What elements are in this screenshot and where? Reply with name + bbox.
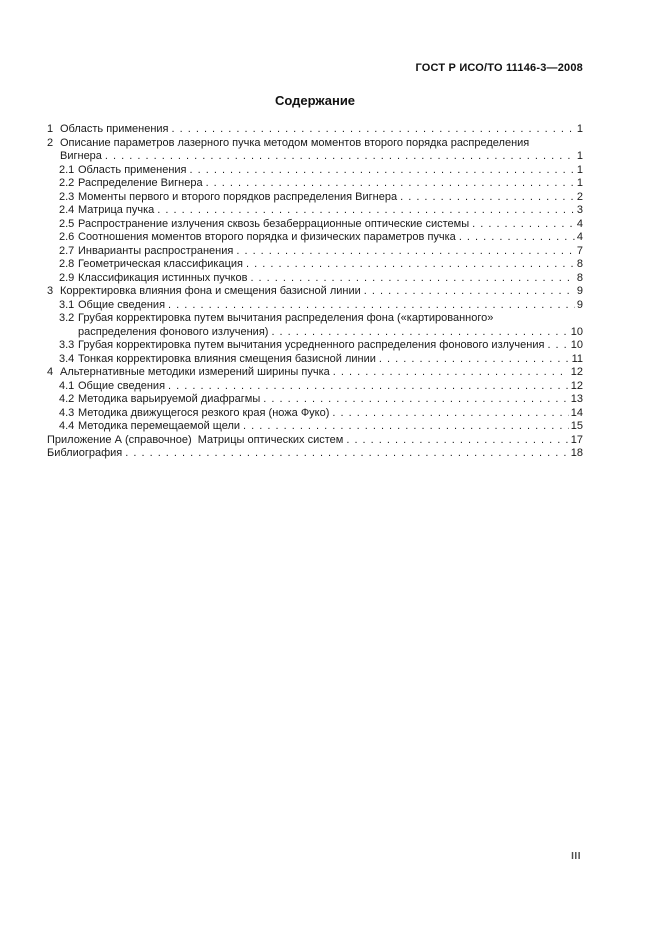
toc-entry-label: Область применения bbox=[60, 123, 169, 135]
toc-entry bbox=[47, 339, 583, 353]
toc-entry bbox=[47, 420, 583, 434]
toc-entry-number: 2.5 bbox=[59, 217, 75, 230]
toc-leader-dots bbox=[472, 218, 575, 232]
toc-page-number: 7 bbox=[576, 244, 583, 257]
toc-page-number: 10 bbox=[570, 339, 583, 351]
toc-entry-number: 2.1 bbox=[59, 163, 75, 176]
toc-entry bbox=[47, 137, 583, 151]
toc-page-number: 1 bbox=[576, 177, 583, 189]
toc-entry-label: Описание параметров лазерного пучка методом моментов второго порядка распределения bbox=[60, 136, 530, 149]
toc-page-number: 1 bbox=[576, 163, 583, 176]
toc-entry-label: Корректировка влияния фона и смещения базисной линии bbox=[60, 285, 361, 297]
toc-page-number: 4 bbox=[576, 231, 583, 243]
toc-leader-dots bbox=[547, 339, 568, 353]
toc-entry-label: Соотношения моментов второго порядка и физических параметров пучка bbox=[78, 231, 456, 243]
toc-entry bbox=[47, 258, 583, 272]
toc-entry-label: Распределение Вигнера bbox=[78, 177, 203, 189]
toc-entry-number: 2.7 bbox=[59, 244, 75, 257]
toc-entry-number: 3.1 bbox=[59, 298, 75, 311]
toc-entry bbox=[47, 312, 583, 326]
toc-page-number: 12 bbox=[570, 366, 583, 378]
toc-leader-dots bbox=[206, 177, 575, 191]
toc-entry-number: 2 bbox=[47, 136, 54, 149]
toc-entry-number: 3.3 bbox=[59, 339, 75, 351]
toc-page-number: 3 bbox=[576, 204, 583, 216]
toc-entry-number: 4.3 bbox=[59, 406, 75, 419]
toc-page-number: 4 bbox=[576, 217, 583, 230]
table-of-contents bbox=[47, 123, 583, 461]
document-designation: ГОСТ Р ИСО/ТО 11146-3—2008 bbox=[415, 62, 583, 74]
toc-entry-number: 2.6 bbox=[59, 231, 75, 243]
page-content bbox=[0, 0, 661, 461]
toc-entry-label: Инварианты распространения bbox=[78, 244, 234, 257]
toc-leader-dots bbox=[332, 407, 568, 421]
toc-entry-number: 4 bbox=[47, 366, 54, 378]
toc-entry-label: Тонкая корректировка влияния смещения базисной линии bbox=[78, 352, 376, 365]
toc-entry bbox=[47, 285, 583, 299]
toc-leader-dots bbox=[364, 285, 575, 299]
toc-entry bbox=[47, 407, 583, 421]
toc-entry-label: Распространение излучения сквозь безаберрационные оптические системы bbox=[78, 217, 470, 230]
toc-page-number: 15 bbox=[570, 420, 583, 432]
toc-entry bbox=[47, 434, 583, 448]
toc-entry bbox=[47, 353, 583, 367]
toc-leader-dots bbox=[190, 164, 575, 178]
toc-page-number: 9 bbox=[576, 298, 583, 311]
toc-entry-label: Общие сведения bbox=[78, 379, 166, 392]
toc-page-number: 9 bbox=[576, 285, 583, 297]
toc-entry bbox=[47, 366, 583, 380]
toc-entry bbox=[47, 231, 583, 245]
toc-entry-label: Грубая корректировка путем вычитания распределения фона («картированного» bbox=[78, 312, 494, 324]
toc-leader-dots bbox=[172, 123, 575, 137]
toc-entry-label: Методика варьируемой диафрагмы bbox=[78, 393, 261, 405]
toc-entry-number: 3.2 bbox=[59, 312, 75, 324]
toc-entry-label: Приложение А (справочное) Матрицы оптических систем bbox=[47, 433, 344, 446]
toc-entry-label: Методика движущегося резкого края (ножа Фуко) bbox=[78, 406, 330, 419]
toc-leader-dots bbox=[243, 420, 569, 434]
toc-entry-number: 2.9 bbox=[59, 271, 75, 284]
toc-leader-dots bbox=[379, 353, 570, 367]
toc-entry-label: распределения фонового излучения) bbox=[78, 325, 269, 338]
toc-page-number: 17 bbox=[570, 433, 583, 446]
toc-entry bbox=[47, 393, 583, 407]
toc-page-number: 11 bbox=[571, 352, 583, 365]
toc-leader-dots bbox=[168, 299, 575, 313]
toc-page-number: 2 bbox=[576, 190, 583, 203]
toc-entry-label: Общие сведения bbox=[78, 298, 166, 311]
toc-page-number: 10 bbox=[570, 325, 583, 338]
toc-entry bbox=[47, 191, 583, 205]
toc-entry-number: 4.1 bbox=[59, 379, 75, 392]
toc-page-number: 14 bbox=[570, 406, 583, 419]
toc-entry-number: 3 bbox=[47, 285, 54, 297]
toc-entry-label: Вигнера bbox=[60, 150, 102, 162]
toc-entry bbox=[47, 299, 583, 313]
toc-leader-dots bbox=[250, 272, 574, 286]
toc-entry-label: Матрица пучка bbox=[78, 204, 155, 216]
toc-entry-label: Альтернативные методики измерений ширины пучка bbox=[60, 366, 330, 378]
toc-leader-dots bbox=[236, 245, 575, 259]
toc-entry bbox=[47, 164, 583, 178]
toc-entry-number: 2.3 bbox=[59, 190, 75, 203]
toc-leader-dots bbox=[346, 434, 568, 448]
toc-leader-dots bbox=[271, 326, 568, 340]
toc-leader-dots bbox=[400, 191, 575, 205]
toc-page-number: 8 bbox=[576, 258, 583, 270]
toc-entry-number: 4.2 bbox=[59, 393, 75, 405]
toc-entry bbox=[47, 218, 583, 232]
toc-entry-label: Область применения bbox=[78, 163, 187, 176]
toc-entry bbox=[47, 204, 583, 218]
toc-entry-number: 1 bbox=[47, 123, 54, 135]
toc-page-number: 18 bbox=[570, 447, 583, 459]
toc-entry-number: 2.2 bbox=[59, 177, 75, 189]
toc-entry bbox=[47, 177, 583, 191]
toc-leader-dots bbox=[333, 366, 569, 380]
toc-entry bbox=[47, 123, 583, 137]
toc-entry bbox=[47, 447, 583, 461]
toc-entry-label: Библиография bbox=[47, 447, 123, 459]
toc-leader-dots bbox=[157, 204, 575, 218]
toc-page-number: 1 bbox=[576, 123, 583, 135]
toc-entry-label: Моменты первого и второго порядков распределения Вигнера bbox=[78, 190, 398, 203]
toc-entry-label: Классификация истинных пучков bbox=[78, 271, 248, 284]
toc-entry-continuation bbox=[47, 326, 583, 340]
toc-entry-number: 3.4 bbox=[59, 352, 75, 365]
toc-leader-dots bbox=[246, 258, 575, 272]
toc-entry bbox=[47, 272, 583, 286]
toc-entry bbox=[47, 380, 583, 394]
toc-page-number: 12 bbox=[570, 379, 583, 392]
toc-page-number: 8 bbox=[576, 271, 583, 284]
toc-leader-dots bbox=[459, 231, 575, 245]
toc-entry-label: Геометрическая классификация bbox=[78, 258, 243, 270]
toc-page-number: 13 bbox=[570, 393, 583, 405]
toc-entry-number: 2.4 bbox=[59, 204, 75, 216]
toc-entry-number: 4.4 bbox=[59, 420, 75, 432]
toc-entry-continuation bbox=[47, 150, 583, 164]
toc-entry bbox=[47, 245, 583, 259]
toc-leader-dots bbox=[105, 150, 575, 164]
toc-leader-dots bbox=[168, 380, 569, 394]
page-title: Содержание bbox=[274, 93, 356, 108]
toc-entry-label: Грубая корректировка путем вычитания усредненного распределения фонового излучения bbox=[78, 339, 545, 351]
toc-leader-dots bbox=[125, 447, 569, 461]
toc-page-number: 1 bbox=[576, 150, 583, 162]
toc-entry-label: Методика перемещаемой щели bbox=[78, 420, 241, 432]
toc-leader-dots bbox=[263, 393, 568, 407]
toc-entry-number: 2.8 bbox=[59, 258, 75, 270]
page-number: III bbox=[571, 851, 581, 862]
